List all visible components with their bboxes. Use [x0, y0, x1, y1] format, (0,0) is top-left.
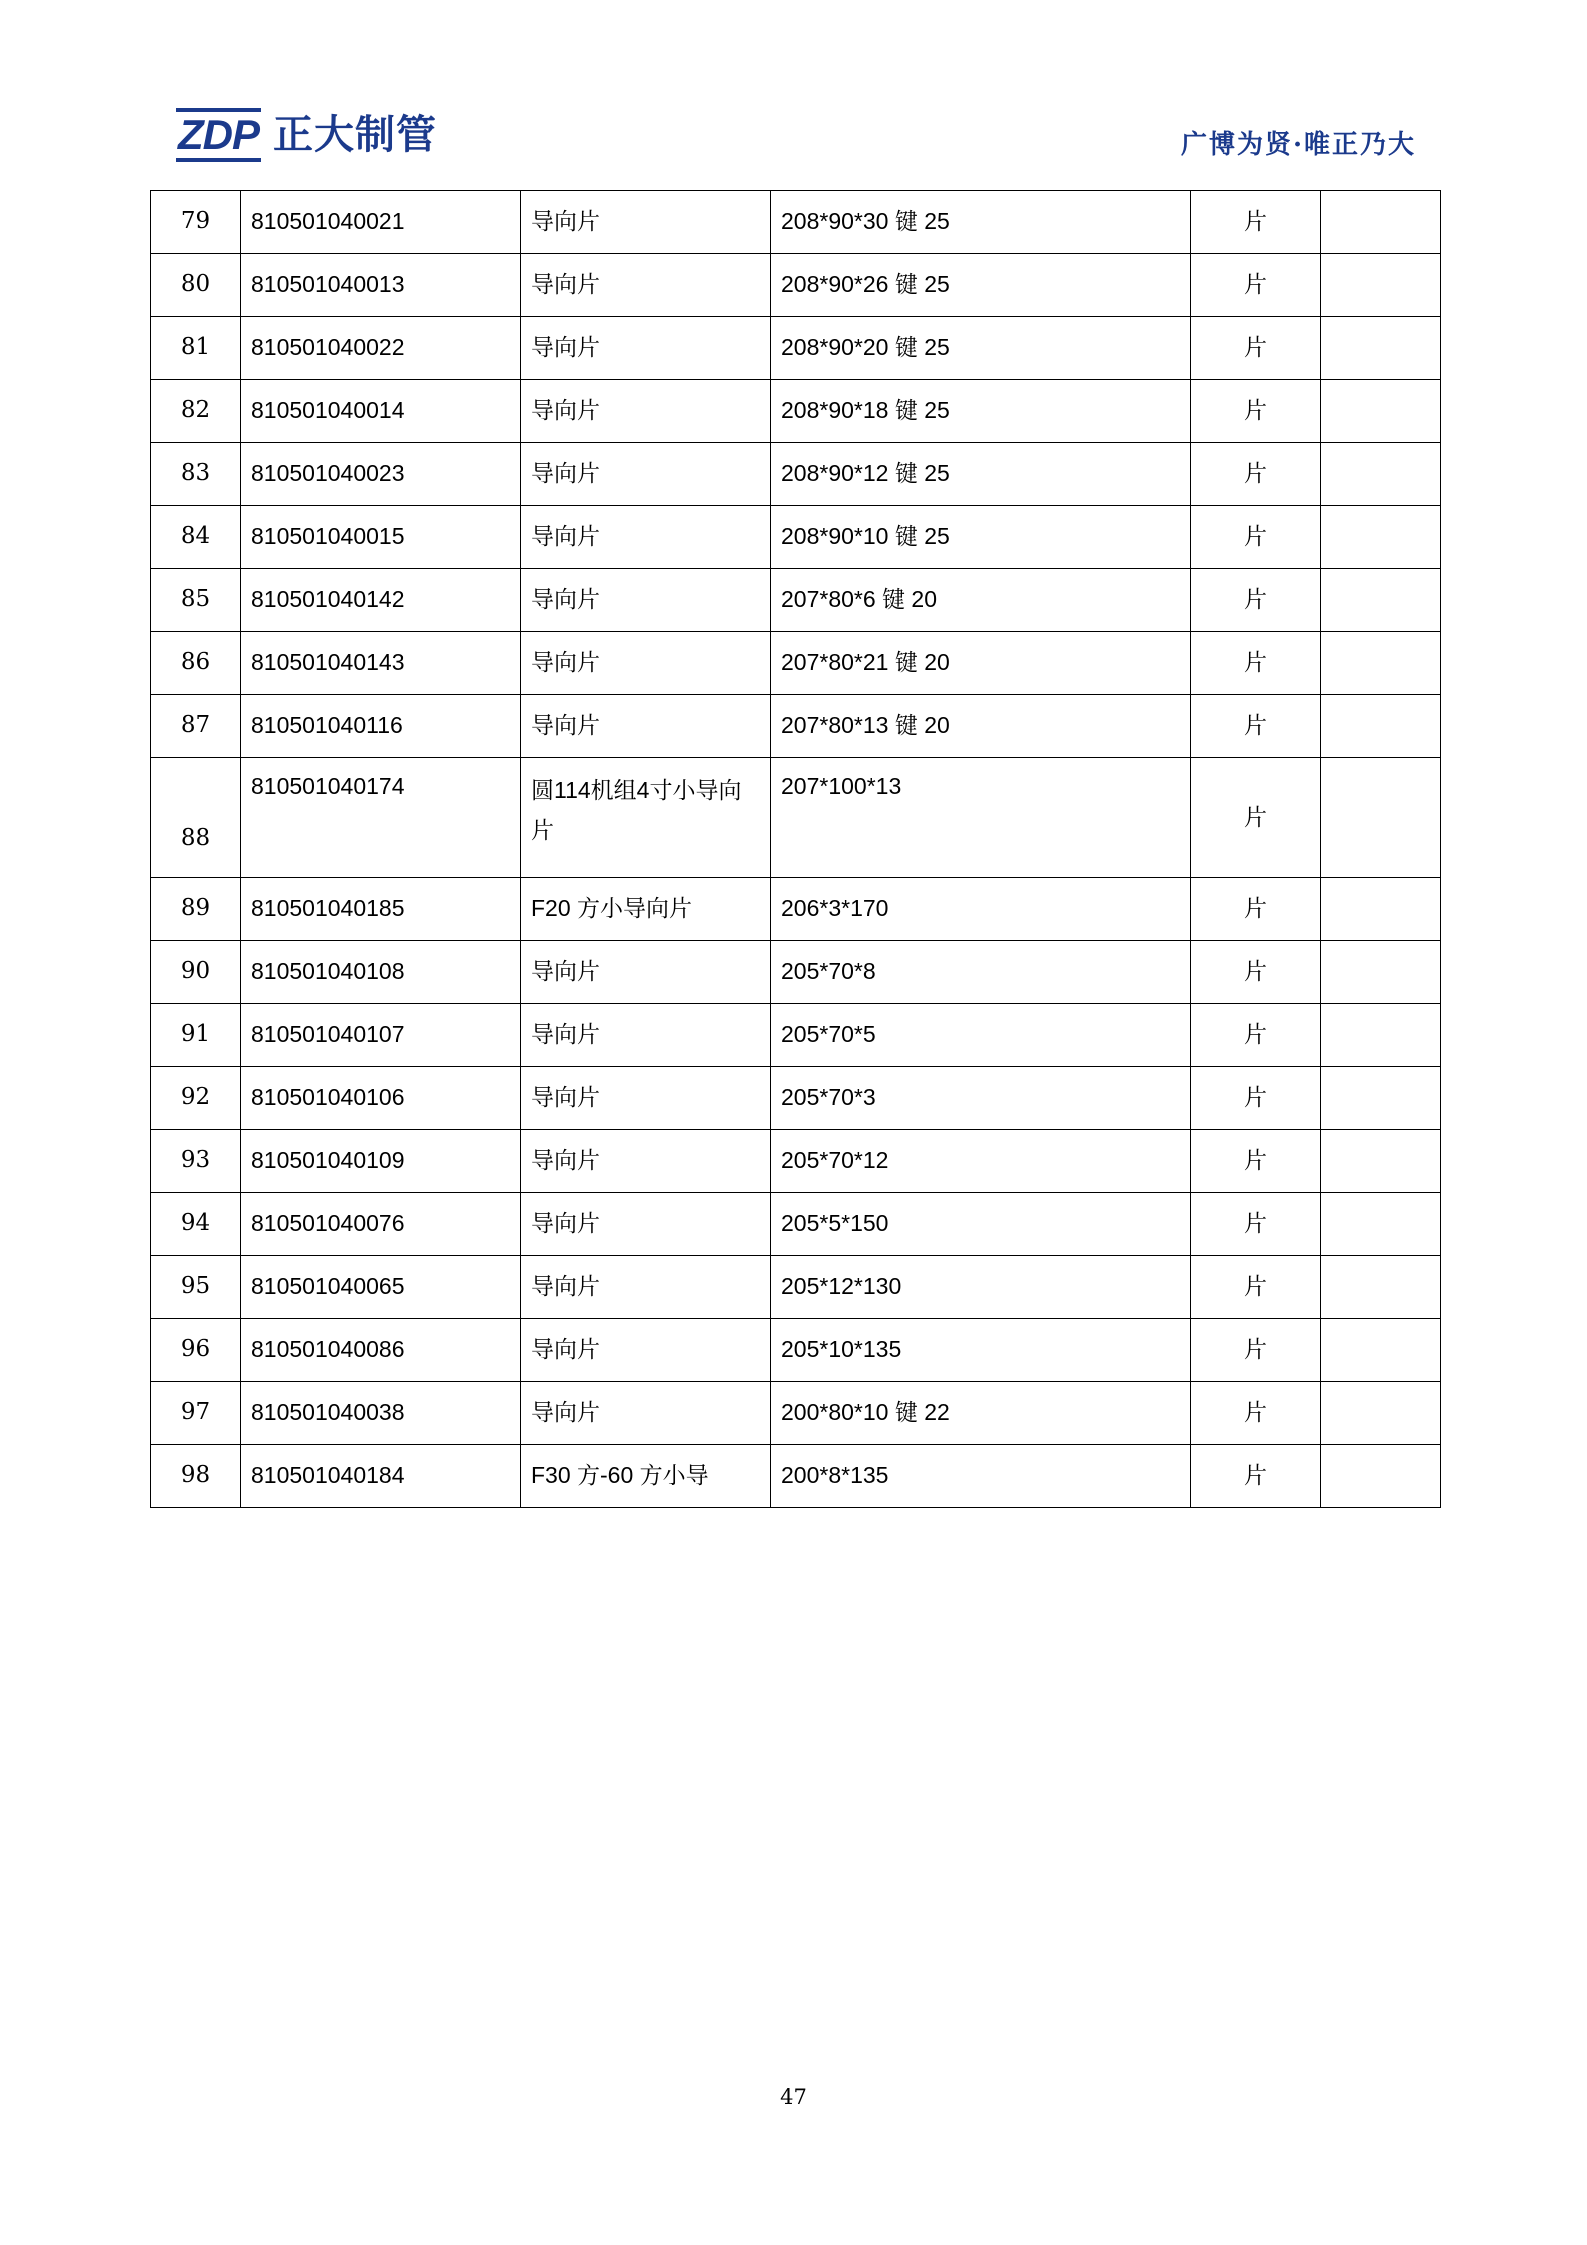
cell-specification: 208*90*12 键 25 — [771, 443, 1191, 506]
cell-material-code: 810501040065 — [241, 1256, 521, 1319]
cell-unit: 片 — [1191, 569, 1321, 632]
cell-material-code: 810501040185 — [241, 878, 521, 941]
cell-specification: 205*70*3 — [771, 1067, 1191, 1130]
cell-index: 88 — [151, 758, 241, 878]
cell-index: 83 — [151, 443, 241, 506]
cell-specification: 205*10*135 — [771, 1319, 1191, 1382]
cell-unit: 片 — [1191, 1319, 1321, 1382]
cell-specification: 200*80*10 键 22 — [771, 1382, 1191, 1445]
company-name: 正大制管 — [273, 113, 437, 157]
cell-material-code: 810501040143 — [241, 632, 521, 695]
cell-index: 82 — [151, 380, 241, 443]
cell-specification: 207*100*13 — [771, 758, 1191, 878]
page-header — [150, 108, 1440, 178]
cell-remark — [1321, 1004, 1441, 1067]
cell-material-code: 810501040038 — [241, 1382, 521, 1445]
cell-part-name: 导向片 — [521, 443, 771, 506]
cell-part-name: F30 方-60 方小导 — [521, 1445, 771, 1508]
cell-unit: 片 — [1191, 878, 1321, 941]
cell-material-code: 810501040015 — [241, 506, 521, 569]
cell-material-code: 810501040174 — [241, 758, 521, 878]
cell-index: 97 — [151, 1382, 241, 1445]
cell-material-code: 810501040013 — [241, 254, 521, 317]
cell-part-name: F20 方小导向片 — [521, 878, 771, 941]
table-row — [151, 1004, 1441, 1067]
cell-part-name: 导向片 — [521, 1004, 771, 1067]
cell-specification: 208*90*30 键 25 — [771, 191, 1191, 254]
cell-index: 87 — [151, 695, 241, 758]
table-row — [151, 191, 1441, 254]
cell-unit: 片 — [1191, 506, 1321, 569]
table-row — [151, 317, 1441, 380]
cell-specification: 207*80*21 键 20 — [771, 632, 1191, 695]
cell-index: 81 — [151, 317, 241, 380]
cell-part-name: 导向片 — [521, 1319, 771, 1382]
cell-index: 91 — [151, 1004, 241, 1067]
cell-unit: 片 — [1191, 758, 1321, 878]
cell-specification: 205*12*130 — [771, 1256, 1191, 1319]
cell-remark — [1321, 254, 1441, 317]
cell-index: 94 — [151, 1193, 241, 1256]
cell-part-name: 导向片 — [521, 380, 771, 443]
cell-index: 79 — [151, 191, 241, 254]
cell-remark — [1321, 695, 1441, 758]
cell-remark — [1321, 1256, 1441, 1319]
table-row — [151, 506, 1441, 569]
parts-table — [150, 190, 1441, 1508]
table-row — [151, 569, 1441, 632]
cell-index: 84 — [151, 506, 241, 569]
cell-remark — [1321, 1382, 1441, 1445]
table-row — [151, 695, 1441, 758]
cell-remark — [1321, 380, 1441, 443]
table-row — [151, 632, 1441, 695]
cell-specification: 208*90*10 键 25 — [771, 506, 1191, 569]
cell-remark — [1321, 1445, 1441, 1508]
table-row — [151, 1067, 1441, 1130]
table-row — [151, 941, 1441, 1004]
cell-remark — [1321, 191, 1441, 254]
table-row — [151, 758, 1441, 878]
cell-specification: 207*80*6 键 20 — [771, 569, 1191, 632]
cell-remark — [1321, 506, 1441, 569]
cell-unit: 片 — [1191, 380, 1321, 443]
table-row — [151, 1256, 1441, 1319]
cell-specification: 205*70*5 — [771, 1004, 1191, 1067]
cell-unit: 片 — [1191, 1067, 1321, 1130]
cell-part-name: 圆114机组4寸小导向片 — [521, 758, 771, 878]
cell-material-code: 810501040108 — [241, 941, 521, 1004]
cell-unit: 片 — [1191, 632, 1321, 695]
cell-material-code: 810501040106 — [241, 1067, 521, 1130]
cell-index: 93 — [151, 1130, 241, 1193]
cell-material-code: 810501040142 — [241, 569, 521, 632]
cell-unit: 片 — [1191, 443, 1321, 506]
cell-index: 98 — [151, 1445, 241, 1508]
cell-remark — [1321, 443, 1441, 506]
table-row — [151, 254, 1441, 317]
cell-remark — [1321, 1130, 1441, 1193]
cell-remark — [1321, 569, 1441, 632]
cell-material-code: 810501040021 — [241, 191, 521, 254]
cell-specification: 205*70*8 — [771, 941, 1191, 1004]
cell-remark — [1321, 1319, 1441, 1382]
cell-specification: 208*90*18 键 25 — [771, 380, 1191, 443]
cell-part-name: 导向片 — [521, 1382, 771, 1445]
table-row — [151, 878, 1441, 941]
cell-index: 89 — [151, 878, 241, 941]
cell-index: 96 — [151, 1319, 241, 1382]
cell-part-name: 导向片 — [521, 191, 771, 254]
cell-part-name: 导向片 — [521, 632, 771, 695]
cell-specification: 200*8*135 — [771, 1445, 1191, 1508]
cell-specification: 205*70*12 — [771, 1130, 1191, 1193]
cell-remark — [1321, 1067, 1441, 1130]
cell-material-code: 810501040022 — [241, 317, 521, 380]
table-row — [151, 1445, 1441, 1508]
cell-part-name: 导向片 — [521, 1130, 771, 1193]
parts-table-body — [151, 191, 1441, 1508]
table-row — [151, 1319, 1441, 1382]
cell-part-name: 导向片 — [521, 506, 771, 569]
cell-unit: 片 — [1191, 1382, 1321, 1445]
table-row — [151, 1193, 1441, 1256]
cell-index: 95 — [151, 1256, 241, 1319]
cell-part-name: 导向片 — [521, 317, 771, 380]
page-number: 47 — [780, 2085, 807, 2109]
cell-unit: 片 — [1191, 1193, 1321, 1256]
parts-table-container — [150, 190, 1440, 1508]
company-logo — [176, 108, 437, 162]
cell-index: 86 — [151, 632, 241, 695]
cell-unit: 片 — [1191, 1445, 1321, 1508]
cell-part-name: 导向片 — [521, 695, 771, 758]
cell-material-code: 810501040014 — [241, 380, 521, 443]
table-row — [151, 443, 1441, 506]
cell-material-code: 810501040023 — [241, 443, 521, 506]
logo-mark-text: ZDP — [176, 108, 261, 162]
cell-remark — [1321, 941, 1441, 1004]
cell-unit: 片 — [1191, 1256, 1321, 1319]
cell-material-code: 810501040109 — [241, 1130, 521, 1193]
cell-index: 85 — [151, 569, 241, 632]
cell-index: 92 — [151, 1067, 241, 1130]
table-row — [151, 1382, 1441, 1445]
cell-index: 90 — [151, 941, 241, 1004]
cell-remark — [1321, 317, 1441, 380]
cell-unit: 片 — [1191, 254, 1321, 317]
cell-material-code: 810501040076 — [241, 1193, 521, 1256]
cell-specification: 206*3*170 — [771, 878, 1191, 941]
cell-remark — [1321, 758, 1441, 878]
cell-specification: 205*5*150 — [771, 1193, 1191, 1256]
cell-part-name: 导向片 — [521, 1256, 771, 1319]
cell-remark — [1321, 878, 1441, 941]
cell-unit: 片 — [1191, 1130, 1321, 1193]
cell-material-code: 810501040086 — [241, 1319, 521, 1382]
cell-unit: 片 — [1191, 191, 1321, 254]
cell-unit: 片 — [1191, 317, 1321, 380]
cell-material-code: 810501040116 — [241, 695, 521, 758]
cell-part-name: 导向片 — [521, 1193, 771, 1256]
cell-material-code: 810501040184 — [241, 1445, 521, 1508]
cell-part-name: 导向片 — [521, 1067, 771, 1130]
cell-unit: 片 — [1191, 941, 1321, 1004]
cell-unit: 片 — [1191, 695, 1321, 758]
company-slogan: 广博为贤·唯正乃大 — [1180, 130, 1416, 160]
cell-index: 80 — [151, 254, 241, 317]
cell-specification: 207*80*13 键 20 — [771, 695, 1191, 758]
cell-part-name: 导向片 — [521, 941, 771, 1004]
cell-part-name: 导向片 — [521, 569, 771, 632]
cell-unit: 片 — [1191, 1004, 1321, 1067]
cell-part-name: 导向片 — [521, 254, 771, 317]
cell-remark — [1321, 1193, 1441, 1256]
cell-specification: 208*90*20 键 25 — [771, 317, 1191, 380]
cell-material-code: 810501040107 — [241, 1004, 521, 1067]
page-footer — [0, 2085, 1587, 2109]
cell-specification: 208*90*26 键 25 — [771, 254, 1191, 317]
table-row — [151, 1130, 1441, 1193]
cell-remark — [1321, 632, 1441, 695]
table-row — [151, 380, 1441, 443]
